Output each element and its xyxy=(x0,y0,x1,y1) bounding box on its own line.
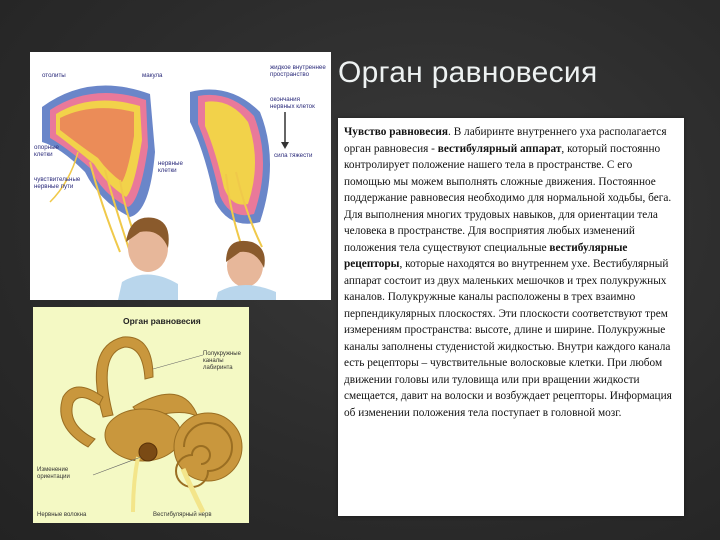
label-support-cells: опорные клетки xyxy=(34,144,59,158)
slide-title: Орган равновесия xyxy=(338,56,598,89)
label-nerve-cells: нервные клетки xyxy=(158,160,183,174)
term-vestibular-apparatus: вестибулярный аппарат xyxy=(437,142,562,155)
body-text-part-3: , которые находятся во внутреннем ухе. Вестибулярный аппарат состоит из двух маленьких мешочков и трех полукружных каналов. Полукружные каналы расположены в трех взаимно перпендикулярных плоскостях. Эти плоскости соответствуют трем измерениям пространства: высоте, длине и ширине. Полукружные каналы заполнены студенистой жидкостью. Внутри каждого канала есть рецепторы – чувствительные волосковые клетки. При любом движении головы или туловища или при вращении жидкости смещается, давит на волоски и возбуждает рецепторы. Информация об изменении положения тела поступает в головной мозг. xyxy=(344,258,672,419)
label-vestibular-nerve: Вестибулярный нерв xyxy=(153,512,212,518)
macula-diagram-figure xyxy=(30,52,331,300)
term-vestibular-receptors: вестибулярные рецепторы xyxy=(344,241,628,270)
label-canals: Полукружные каналы лабиринта xyxy=(203,351,241,371)
label-otolity: отолиты xyxy=(42,72,66,79)
label-fluid: жидкое внутреннее пространство xyxy=(270,64,326,78)
label-receptors: Изменение ориентации xyxy=(37,467,70,480)
term-balance-sense: Чувство равновесия xyxy=(344,126,449,138)
label-gravity: сила тяжести xyxy=(274,152,313,159)
label-makula: макула xyxy=(142,72,163,79)
vestibular-apparatus-figure xyxy=(33,307,249,523)
body-text-part-1: . В лабиринте внутреннего уха располагается орган равновесия - xyxy=(344,126,667,155)
vestibular-figure-title: Орган равновесия xyxy=(123,316,201,326)
body-text-part-2: , который постоянно контролирует положение нашего тела в пространстве. С его помощью мы можем выполнять сложные движения. Постоянное поддержание равновесия необходимо для нормальной ходьбы, бега. Для выполнения многих трудовых навыков, для ориентации тела человека в пространстве. Для восприятия любых изменений положения тела существуют специальные xyxy=(344,142,672,254)
label-nerve-fibers: Нервные волокна xyxy=(37,512,87,518)
body-paragraph xyxy=(344,124,676,421)
label-sensory-paths: чувствительные нервные пути xyxy=(34,176,81,190)
text-panel xyxy=(338,118,684,516)
label-nerve-endings: окончания нервных клеток xyxy=(270,96,315,110)
vestibular-illustration xyxy=(33,307,249,523)
